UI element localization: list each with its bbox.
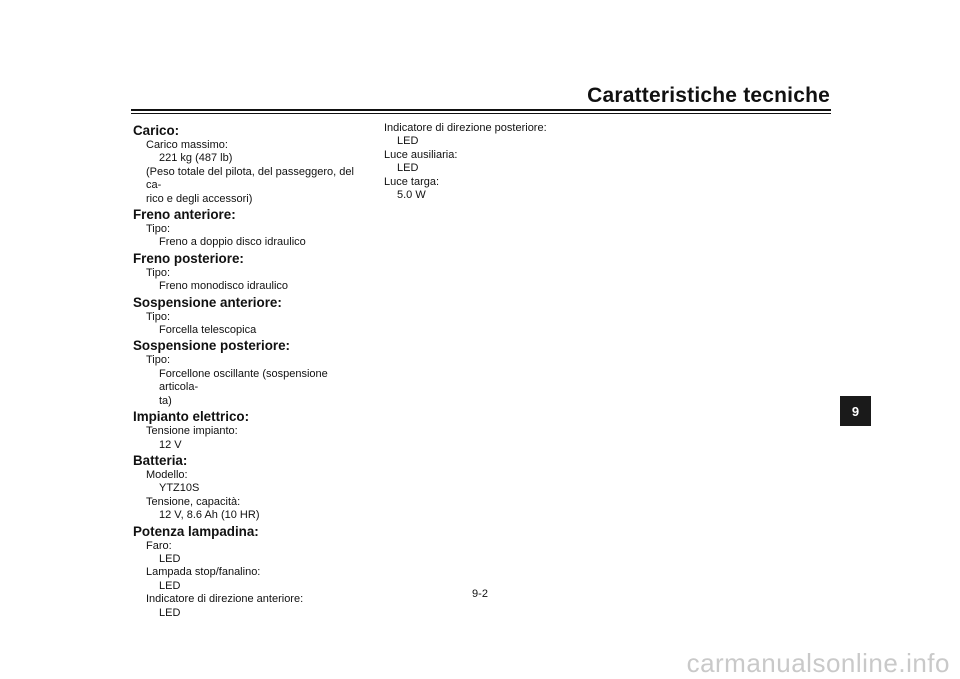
spec-value: LED <box>159 606 181 619</box>
chapter-tab: 9 <box>840 396 871 426</box>
spec-value: ta) <box>159 394 172 407</box>
spec-column-left <box>133 122 358 620</box>
spec-value: Freno a doppio disco idraulico <box>159 236 306 249</box>
section-title: Sospensione anteriore: <box>133 294 282 310</box>
spec-value: 12 V <box>159 438 182 451</box>
watermark: carmanualsonline.info <box>686 648 950 678</box>
spec-value: YTZ10S <box>159 482 200 495</box>
spec-label: Lampada stop/fanalino: <box>146 566 261 579</box>
spec-value: Freno monodisco idraulico <box>159 280 289 293</box>
spec-value: Forcellone oscillante (sospensione articola- <box>159 367 328 394</box>
section-title: Freno posteriore: <box>133 250 244 266</box>
spec-label: Tensione impianto: <box>146 425 238 438</box>
spec-label: Indicatore di direzione posteriore: <box>384 122 547 134</box>
spec-label: Luce ausiliaria: <box>384 148 458 161</box>
spec-value: LED <box>397 162 419 175</box>
spec-value: 5.0 W <box>397 189 426 202</box>
page-number: 9-2 <box>472 588 488 600</box>
page-title: Caratteristiche tecniche <box>587 84 830 107</box>
section-title: Sospensione posteriore: <box>133 338 290 354</box>
spec-label: Tensione, capacità: <box>146 495 241 508</box>
section-title: Batteria: <box>133 452 188 468</box>
spec-value: LED <box>159 579 181 592</box>
spec-value: LED <box>159 552 181 565</box>
spec-note: rico e degli accessori) <box>146 192 253 205</box>
section-title: Impianto elettrico: <box>133 409 250 425</box>
spec-label: Indicatore di direzione anteriore: <box>146 593 304 606</box>
spec-column-right <box>384 122 609 202</box>
spec-label: Faro: <box>146 539 172 552</box>
header-rule-thin <box>131 113 831 114</box>
spec-label: Tipo: <box>146 223 171 236</box>
spec-label: Modello: <box>146 468 188 481</box>
spec-value: 12 V, 8.6 Ah (10 HR) <box>159 509 260 522</box>
section-title: Potenza lampadina: <box>133 523 259 539</box>
spec-label: Tipo: <box>146 310 171 323</box>
section-title: Freno anteriore: <box>133 207 236 223</box>
spec-value: LED <box>397 135 419 148</box>
spec-value: 221 kg (487 lb) <box>159 152 233 165</box>
header-rule-thick <box>131 109 831 111</box>
spec-label: Carico massimo: <box>146 139 228 151</box>
spec-label: Tipo: <box>146 266 171 279</box>
spec-label: Luce targa: <box>384 175 440 188</box>
spec-note: (Peso totale del pilota, del passeggero, del ca- <box>146 165 354 192</box>
spec-label: Tipo: <box>146 354 171 367</box>
section-title: Carico: <box>133 123 180 138</box>
spec-value: Forcella telescopica <box>159 324 257 337</box>
